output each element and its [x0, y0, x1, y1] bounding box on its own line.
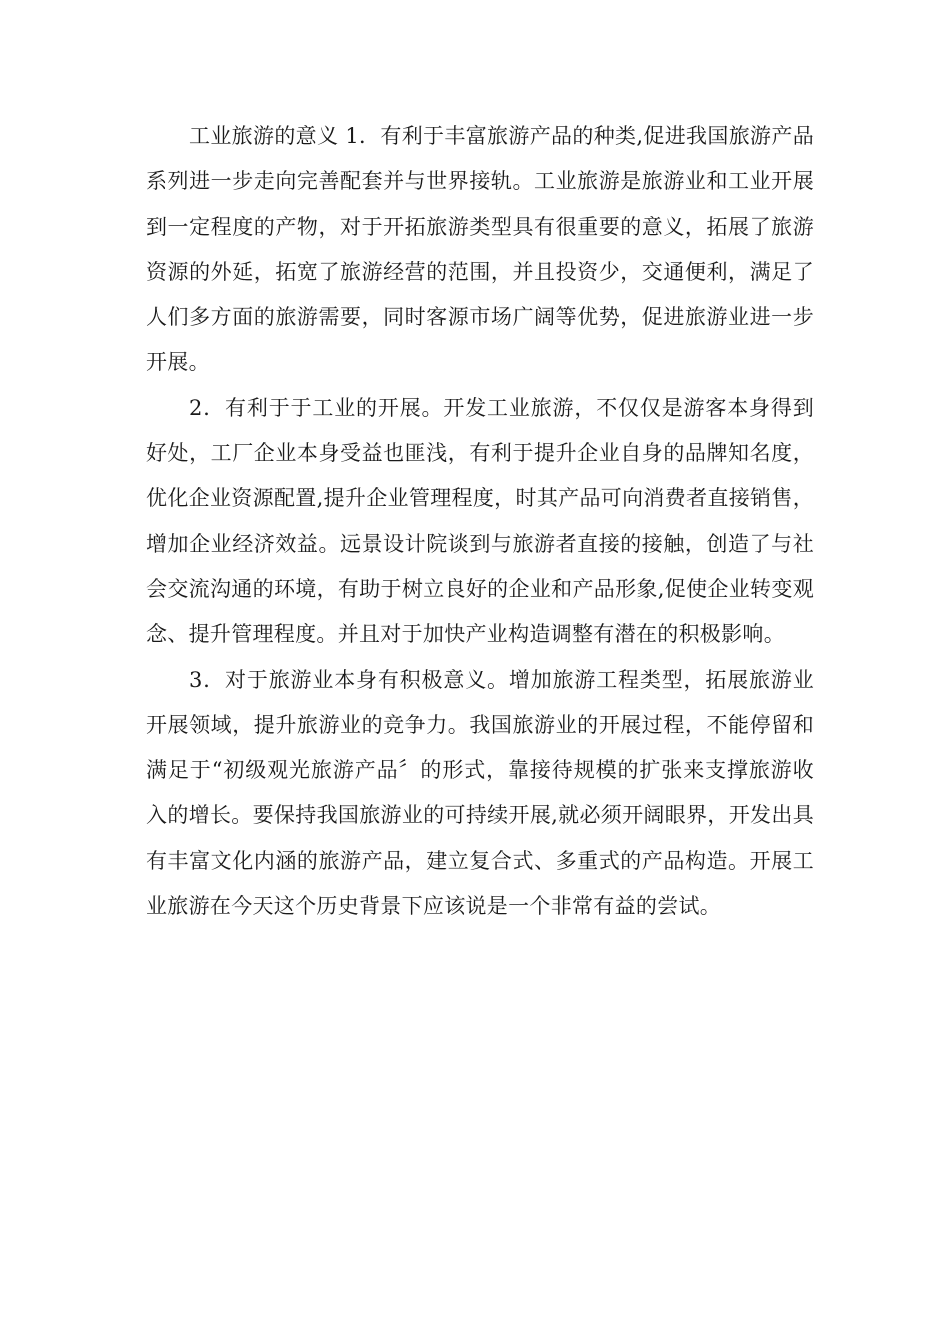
paragraph-significance-1: 工业旅游的意义 1．有利于丰富旅游产品的种类,促进我国旅游产品系列进一步走向完善配套并与世界接轨。工业旅游是旅游业和工业开展到一定程度的产物，对于开拓旅游类型具有很重要的意义，拓展了旅游资源的外延，拓宽了旅游经营的范围，并且投资少，交通便利，满足了人们多方面的旅游需要，同时客源市场广阔等优势，促进旅游业进一步开展。 — [146, 124, 814, 375]
document-body — [146, 114, 814, 929]
paragraph-significance-3: 3．对于旅游业本身有积极意义。增加旅游工程类型，拓展旅游业开展领域，提升旅游业的竞争力。我国旅游业的开展过程，不能停留和满足于“初级观光旅游产品〞的形式，靠接待规模的扩张来支撑旅游收入的增长。要保持我国旅游业的可持续开展,就必须开阔眼界，开发出具有丰富文化内涵的旅游产品，建立复合式、多重式的产品构造。开展工业旅游在今天这个历史背景下应该说是一个非常有益的尝试。 — [146, 667, 814, 919]
paragraph-significance-2: 2．有利于于工业的开展。开发工业旅游，不仅仅是游客本身得到好处，工厂企业本身受益也匪浅，有利于提升企业自身的品牌知名度，优化企业资源配置,提升企业管理程度，时其产品可向消费者直接销售，增加企业经济效益。远景设计院谈到与旅游者直接的接触，创造了与社会交流沟通的环境，有助于树立良好的企业和产品形象,促使企业转变观念、提升管理程度。并且对于加快产业构造调整有潜在的积极影响。 — [146, 395, 814, 647]
